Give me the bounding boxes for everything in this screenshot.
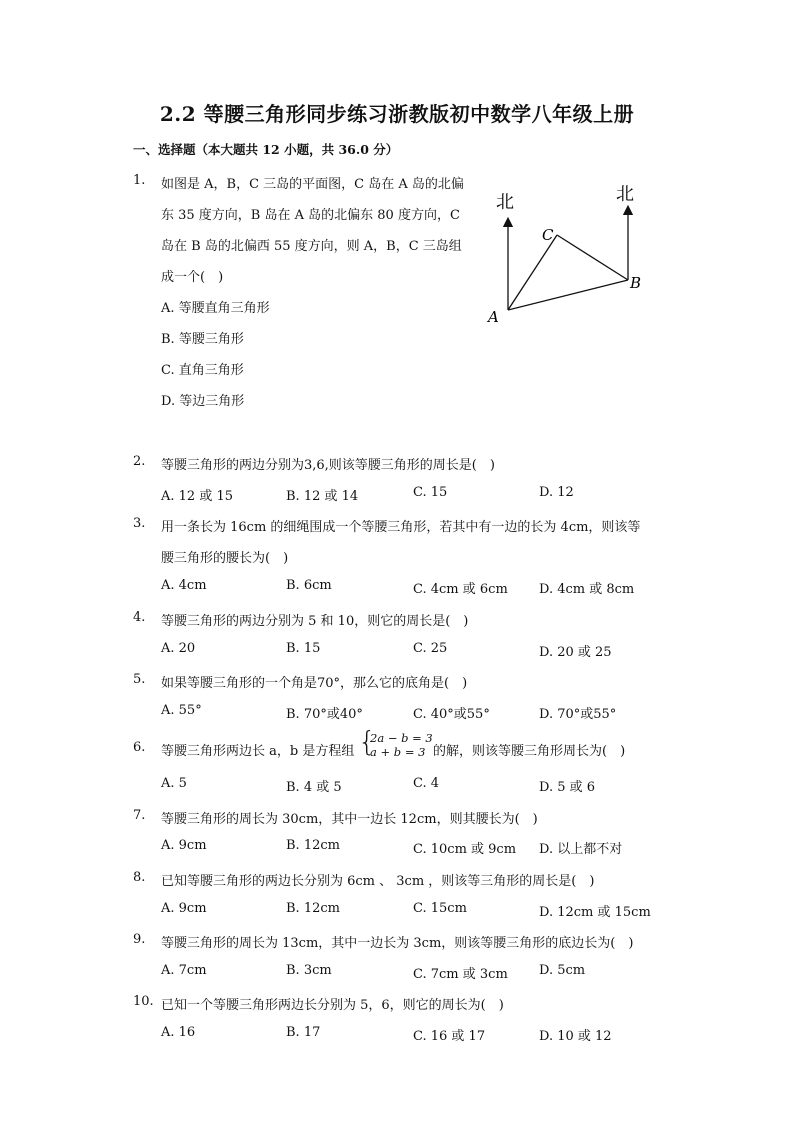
north-label-b: 北 <box>616 184 634 205</box>
island-diagram <box>480 178 650 328</box>
question-number: 9. <box>133 932 146 947</box>
question-number: 3. <box>133 516 146 531</box>
option-c[interactable]: C. 15 <box>413 485 448 500</box>
option-a[interactable]: A. 等腰直角三角形 <box>161 301 270 316</box>
question-text-before: 等腰三角形两边长 a，b 是方程组 <box>161 744 355 759</box>
question-text: 已知一个等腰三角形两边长分别为 5，6，则它的周长为( ) <box>161 998 504 1013</box>
question-text-line: 用一条长为 16cm 的细绳围成一个等腰三角形，若其中有一边的长为 4cm，则该等 <box>161 520 641 535</box>
question-number: 2. <box>133 454 146 469</box>
point-label-c: C <box>542 226 554 244</box>
option-c[interactable]: C. 40°或55° <box>413 707 490 722</box>
question-text-line: 腰三角形的腰长为( ) <box>161 551 289 566</box>
option-b[interactable]: B. 15 <box>286 641 321 656</box>
option-b[interactable]: B. 等腰三角形 <box>161 332 244 347</box>
question-number: 5. <box>133 672 146 687</box>
option-a[interactable]: A. 9cm <box>161 838 207 853</box>
equation-1: 2a − b = 3 <box>370 731 433 745</box>
option-a[interactable]: A. 9cm <box>161 901 207 916</box>
point-label-a: A <box>488 308 499 326</box>
option-d[interactable]: D. 以上都不对 <box>539 842 623 857</box>
question-text-line: 如图是 A，B，C 三岛的平面图，C 岛在 A 岛的北偏 <box>161 177 464 192</box>
option-d[interactable]: D. 10 或 12 <box>539 1029 612 1044</box>
option-b[interactable]: B. 6cm <box>286 578 332 593</box>
option-d[interactable]: D. 4cm 或 8cm <box>539 582 635 597</box>
option-a[interactable]: A. 16 <box>161 1025 196 1040</box>
equation-2: a + b = 3 <box>370 745 426 759</box>
question-number: 4. <box>133 610 146 625</box>
segment-cb <box>557 235 628 280</box>
option-b[interactable]: B. 17 <box>286 1025 321 1040</box>
option-b[interactable]: B. 70°或40° <box>286 707 363 722</box>
option-c[interactable]: C. 16 或 17 <box>413 1029 486 1044</box>
option-c[interactable]: C. 25 <box>413 641 448 656</box>
option-d[interactable]: D. 5 或 6 <box>539 780 596 795</box>
option-c[interactable]: C. 直角三角形 <box>161 363 244 378</box>
question-text-line: 岛在 B 岛的北偏西 55 度方向，则 A，B，C 三岛组 <box>161 239 462 254</box>
option-c[interactable]: C. 7cm 或 3cm <box>413 967 508 982</box>
option-d[interactable]: D. 5cm <box>539 963 586 978</box>
option-c[interactable]: C. 4cm 或 6cm <box>413 582 508 597</box>
option-d[interactable]: D. 12cm 或 15cm <box>539 905 651 920</box>
option-d[interactable]: D. 20 或 25 <box>539 645 612 660</box>
question-number: 10. <box>133 994 154 1009</box>
question-text-after: 的解，则该等腰三角形周长为( ) <box>433 744 626 759</box>
question-text: 如果等腰三角形的一个角是70°，那么它的底角是( ) <box>161 676 468 691</box>
question-text: 等腰三角形的两边分别为3,6,则该等腰三角形的周长是( ) <box>161 458 495 473</box>
question-text: 等腰三角形的周长为 30cm，其中一边长 12cm，则其腰长为( ) <box>161 812 538 827</box>
question-number: 7. <box>133 808 146 823</box>
equation-brace: { <box>358 725 376 758</box>
option-a[interactable]: A. 4cm <box>161 578 207 593</box>
segment-ab <box>508 280 628 310</box>
question-text-line: 东 35 度方向，B 岛在 A 岛的北偏东 80 度方向，C <box>161 208 460 223</box>
option-c[interactable]: C. 15cm <box>413 901 467 916</box>
option-a[interactable]: A. 12 或 15 <box>161 489 234 504</box>
option-c[interactable]: C. 10cm 或 9cm <box>413 842 517 857</box>
question-number: 1. <box>133 173 146 188</box>
option-b[interactable]: B. 4 或 5 <box>286 780 342 795</box>
option-d[interactable]: D. 70°或55° <box>539 707 617 722</box>
question-text: 等腰三角形的周长为 13cm，其中一边长为 3cm，则该等腰三角形的底边长为( ) <box>161 936 634 951</box>
option-c[interactable]: C. 4 <box>413 776 440 791</box>
point-label-b: B <box>630 274 642 292</box>
question-number: 8. <box>133 870 146 885</box>
option-b[interactable]: B. 12cm <box>286 838 340 853</box>
question-text-line: 成一个( ) <box>161 270 224 285</box>
option-d[interactable]: D. 等边三角形 <box>161 394 245 409</box>
option-b[interactable]: B. 3cm <box>286 963 332 978</box>
option-a[interactable]: A. 7cm <box>161 963 207 978</box>
page-title: 2.2 等腰三角形同步练习浙教版初中数学八年级上册 <box>159 102 635 126</box>
option-d[interactable]: D. 12 <box>539 485 574 500</box>
option-a[interactable]: A. 55° <box>161 703 202 718</box>
segment-ac <box>508 235 557 310</box>
option-a[interactable]: A. 20 <box>161 641 196 656</box>
north-label-a: 北 <box>496 192 514 213</box>
option-b[interactable]: B. 12cm <box>286 901 340 916</box>
option-b[interactable]: B. 12 或 14 <box>286 489 359 504</box>
section-heading: 一、选择题（本大题共 12 小题，共 36.0 分） <box>133 142 399 157</box>
question-number: 6. <box>133 740 146 755</box>
question-text: 已知等腰三角形的两边长分别为 6cm 、 3cm ，则该等三角形的周长是( ) <box>161 874 595 889</box>
question-text: 等腰三角形的两边分别为 5 和 10，则它的周长是( ) <box>161 614 469 629</box>
option-a[interactable]: A. 5 <box>161 776 187 791</box>
